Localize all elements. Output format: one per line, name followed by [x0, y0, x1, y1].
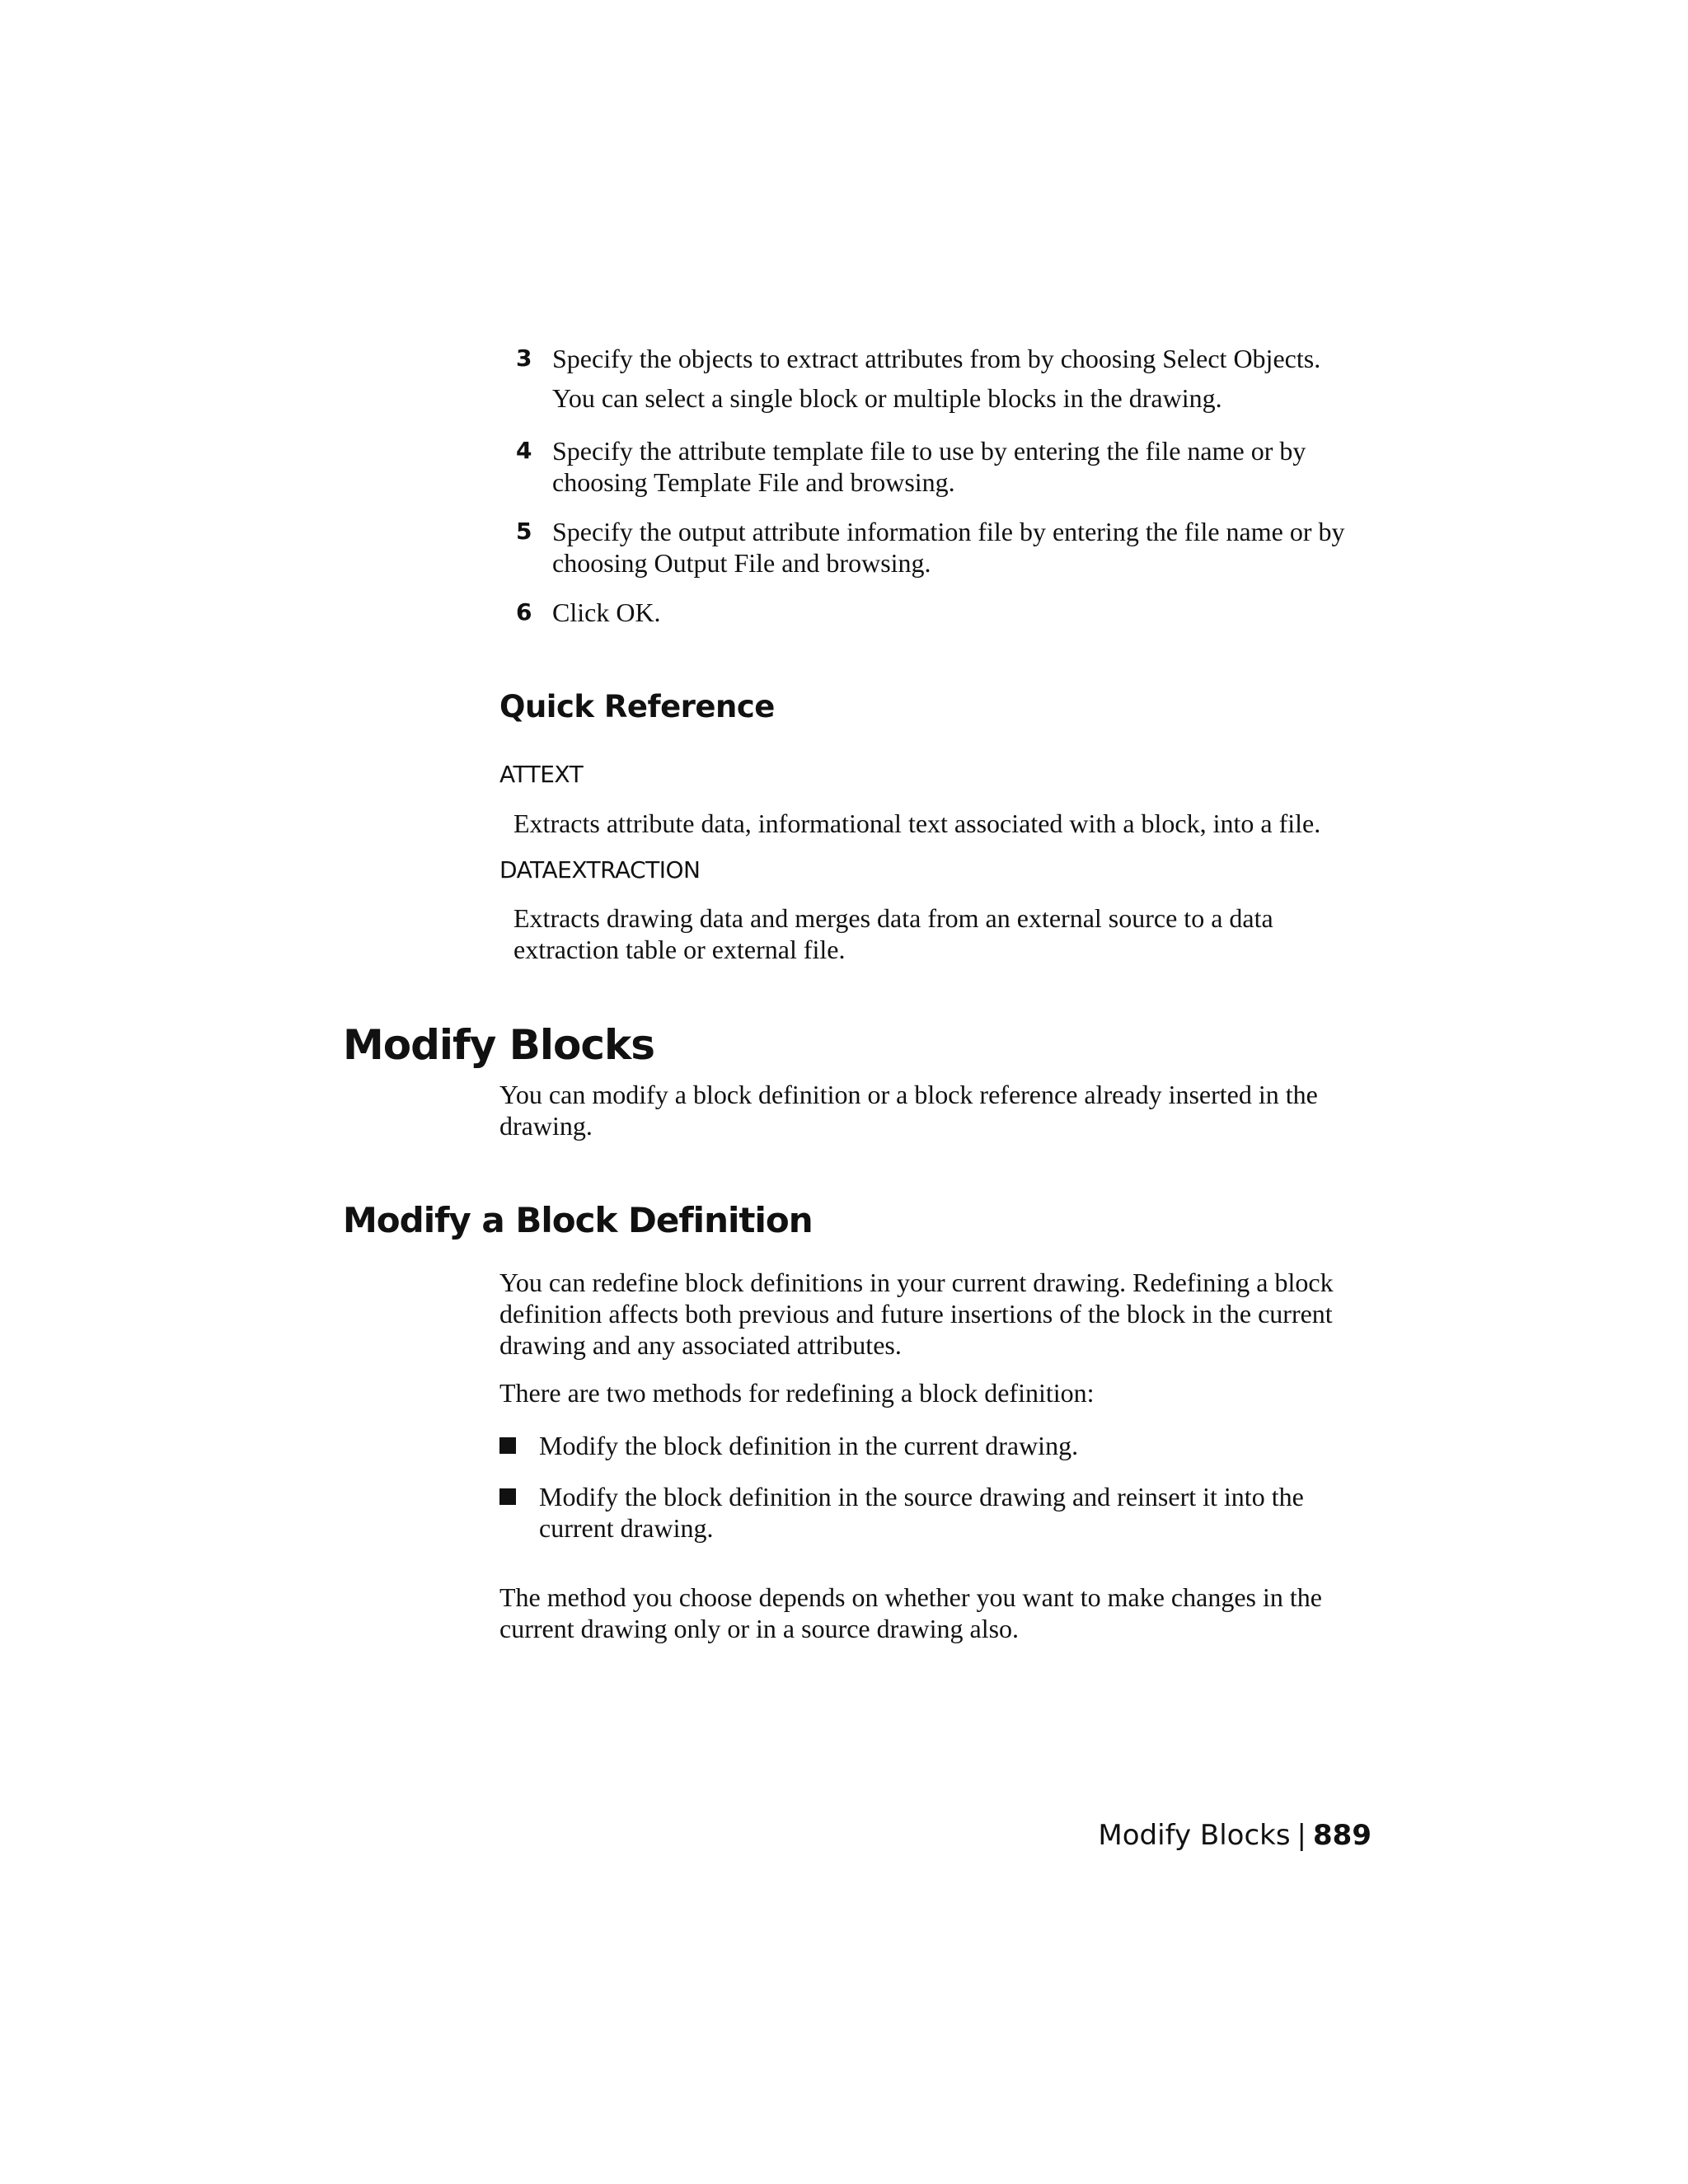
step-text: Click OK. [552, 598, 661, 627]
page-footer [1098, 1818, 1372, 1853]
footer-section-title: Modify Blocks [1098, 1819, 1291, 1852]
square-bullet-icon [499, 1430, 539, 1461]
quick-reference-heading: Quick Reference [499, 689, 775, 724]
step-text [552, 343, 1377, 414]
command-name-attext[interactable]: ATTEXT [499, 761, 584, 788]
footer-separator: | [1296, 1819, 1307, 1852]
step-instruction: Specify the objects to extract attributes from by choosing Select Objects. [552, 344, 1321, 373]
step-number: 4 [516, 437, 532, 464]
square-bullet-icon [499, 1481, 539, 1544]
list-item-text: Modify the block definition in the source drawing and reinsert it into the current drawing. [539, 1482, 1304, 1543]
list-item-text: Modify the block definition in the current drawing. [539, 1431, 1079, 1460]
definition-paragraph-3: The method you choose depends on whether you want to make changes in the current drawing only or in a source drawing also. [499, 1582, 1322, 1643]
section-heading-modify-blocks: Modify Blocks [343, 1021, 655, 1069]
step-item [516, 435, 1377, 498]
definition-paragraph-1: You can redefine block definitions in your current drawing. Redefining a block definition affects both previous and future insertions of the block in the current drawing and any associated attributes. [499, 1268, 1334, 1360]
command-name-dataextraction[interactable]: DATAEXTRACTION [499, 856, 701, 883]
step-text: Specify the output attribute information file by entering the file name or by choosing Output File and browsing. [552, 517, 1345, 578]
page-number: 889 [1313, 1819, 1372, 1852]
command-description-attext: Extracts attribute data, informational text associated with a block, into a file. [513, 808, 1321, 838]
step-item [516, 597, 1377, 628]
step-number: 3 [516, 344, 532, 372]
step-item [516, 343, 1377, 414]
step-number: 6 [516, 598, 532, 626]
definition-paragraph-2: There are two methods for redefining a block definition: [499, 1378, 1095, 1408]
step-number: 5 [516, 518, 532, 545]
command-description-dataextraction: Extracts drawing data and merges data from an external source to a data extraction table or external file. [513, 903, 1273, 964]
step-text: Specify the attribute template file to use by entering the file name or by choosing Template File and browsing. [552, 436, 1306, 497]
step-item [516, 516, 1377, 579]
modify-blocks-intro: You can modify a block definition or a block reference already inserted in the drawing. [499, 1080, 1318, 1141]
step-note: You can select a single block or multiple blocks in the drawing. [552, 383, 1222, 413]
list-item [499, 1430, 1381, 1461]
subsection-heading-modify-block-definition: Modify a Block Definition [343, 1200, 813, 1240]
list-item [499, 1481, 1381, 1544]
